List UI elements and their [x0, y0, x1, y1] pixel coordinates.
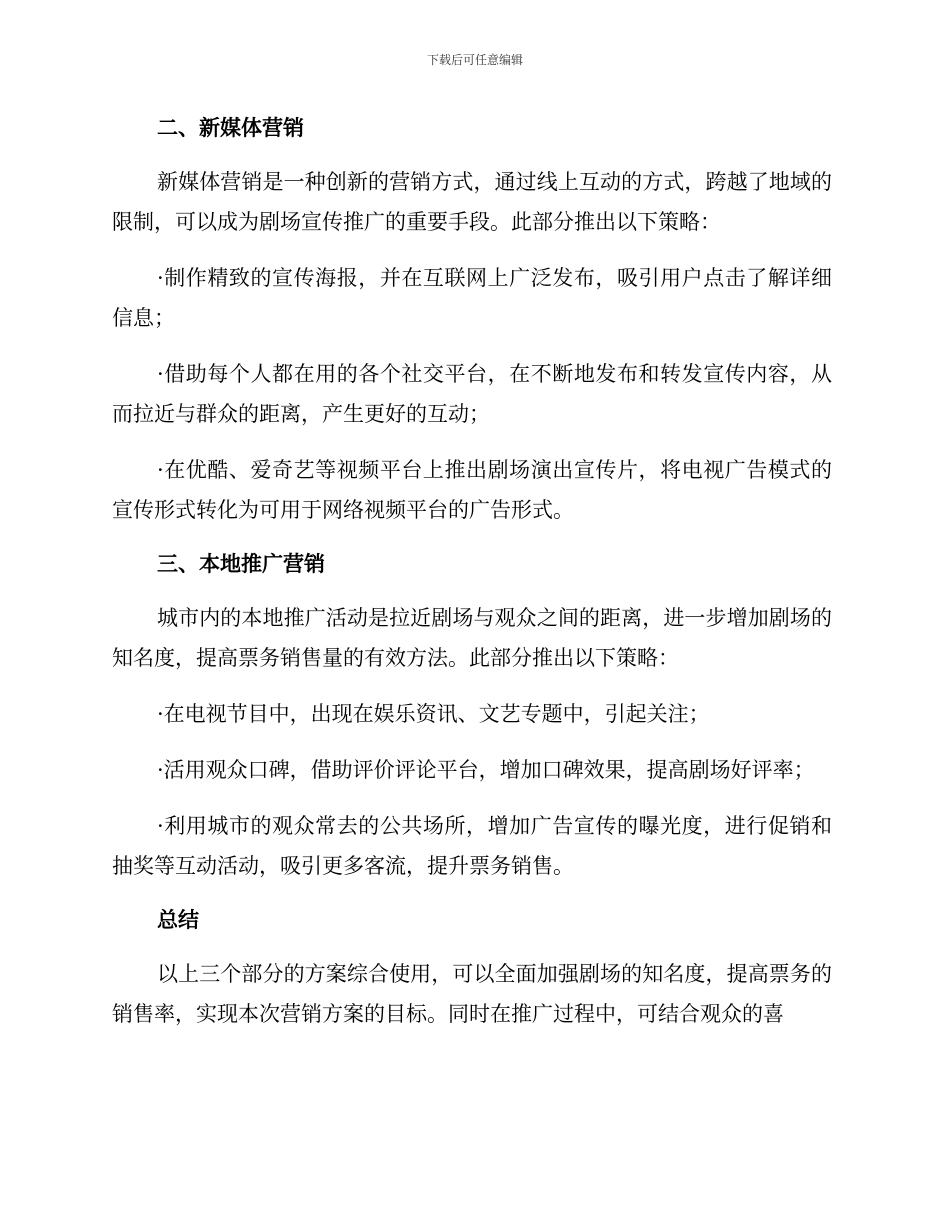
- bullet-item: ·在电视节目中，出现在娱乐资讯、文艺专题中，引起关注；: [157, 702, 710, 726]
- document-body: [112, 108, 832, 1034]
- section-intro-local-promotion: 城市内的本地推广活动是拉近剧场与观众之间的距离，进一步增加剧场的知名度，提高票务销售量的有效方法。此部分推出以下策略：: [112, 606, 832, 670]
- section-heading-summary: 总结: [157, 908, 199, 932]
- bullet-item: ·活用观众口碑，借助评价评论平台，增加口碑效果，提高剧场好评率；: [157, 758, 815, 782]
- section-heading-new-media: 二、新媒体营销: [157, 116, 304, 140]
- section-intro-new-media: 新媒体营销是一种创新的营销方式，通过线上互动的方式，跨越了地域的限制，可以成为剧场宣传推广的重要手段。此部分推出以下策略：: [112, 170, 832, 234]
- bullet-item: ·在优酷、爱奇艺等视频平台上推出剧场演出宣传片，将电视广告模式的宣传形式转化为可用于网络视频平台的广告形式。: [112, 458, 832, 522]
- summary-paragraph: 以上三个部分的方案综合使用，可以全面加强剧场的知名度，提高票务的销售率，实现本次营销方案的目标。同时在推广过程中，可结合观众的喜: [112, 962, 832, 1026]
- section-heading-local-promotion: 三、本地推广营销: [157, 552, 325, 576]
- bullet-item: ·制作精致的宣传海报，并在互联网上广泛发布，吸引用户点击了解详细信息；: [112, 266, 832, 330]
- bullet-item: ·借助每个人都在用的各个社交平台，在不断地发布和转发宣传内容，从而拉近与群众的距离，产生更好的互动；: [112, 362, 832, 426]
- bullet-item: ·利用城市的观众常去的公共场所，增加广告宣传的曝光度，进行促销和抽奖等互动活动，吸引更多客流，提升票务销售。: [112, 814, 832, 878]
- page-header: 下载后可任意编辑: [426, 53, 523, 67]
